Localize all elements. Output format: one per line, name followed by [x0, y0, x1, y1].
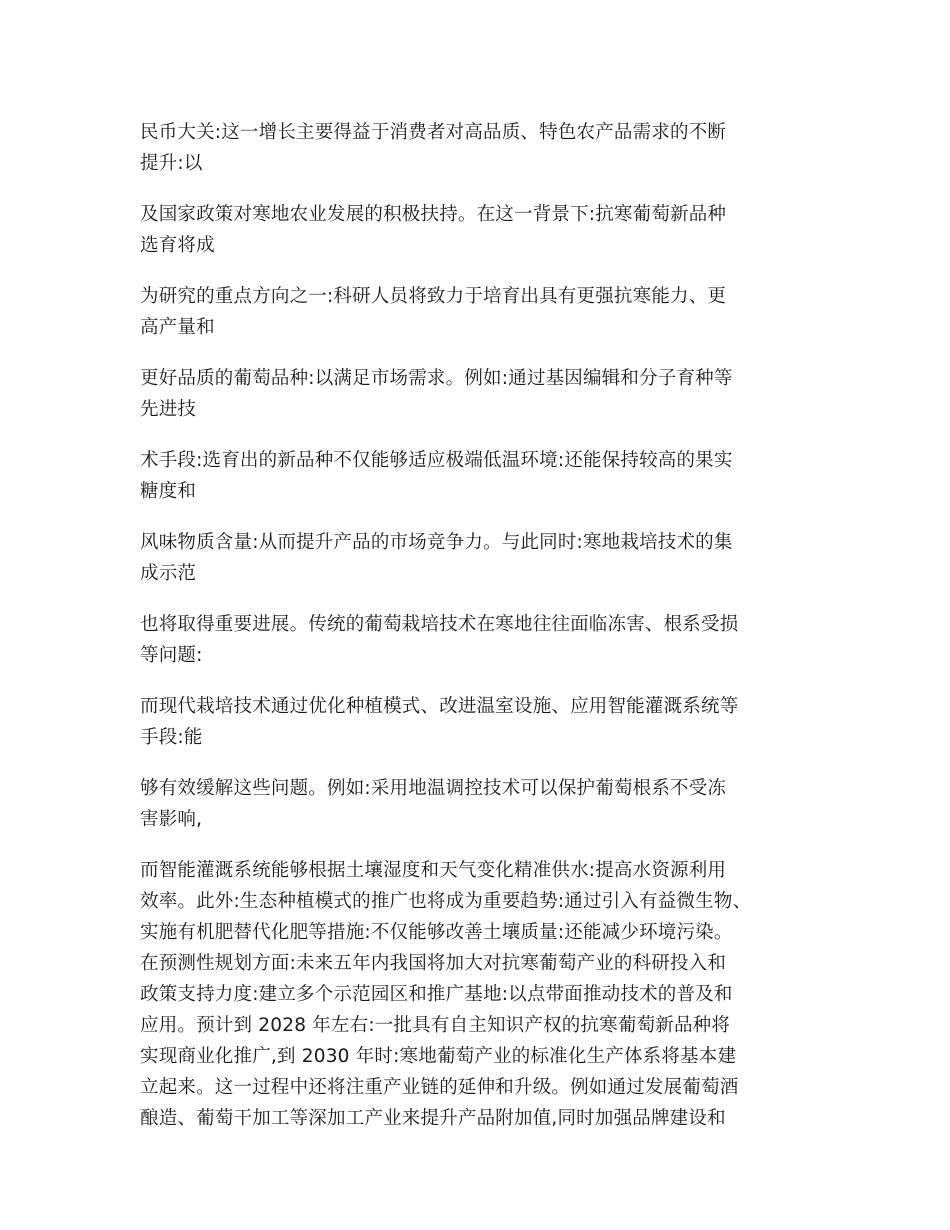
document-body	[140, 117, 820, 1134]
paragraph	[140, 281, 820, 343]
paragraph	[140, 773, 820, 835]
text-line: 而智能灌溉系统能够根据土壤湿度和天气变化精准供水:提高水资源利用	[140, 860, 727, 881]
text-line: 选育将成	[140, 235, 215, 256]
text-line: 应用。预计到 2028 年左右:一批具有自主知识产权的抗寒葡萄新品种将	[140, 1015, 731, 1036]
text-line: 实现商业化推广,到 2030 年时:寒地葡萄产业的标准化生产体系将基本建	[140, 1046, 737, 1067]
paragraph	[140, 609, 820, 671]
text-line: 酿造、葡萄干加工等深加工产业来提升产品附加值,同时加强品牌建设和	[140, 1108, 726, 1129]
text-line: 立起来。这一过程中还将注重产业链的延伸和升级。例如通过发展葡萄酒	[140, 1077, 739, 1098]
text-line: 手段:能	[140, 727, 203, 748]
text-line: 效率。此外:生态种植模式的推广也将成为重要趋势:通过引入有益微生物、	[140, 891, 752, 912]
text-line: 及国家政策对寒地农业发展的积极扶持。在这一背景下:抗寒葡萄新品种	[140, 204, 727, 225]
text-line: 实施有机肥替代化肥等措施:不仅能够改善土壤质量:还能减少环境污染。	[140, 922, 733, 943]
text-line: 而现代栽培技术通过优化种植模式、改进温室设施、应用智能灌溉系统等	[140, 696, 739, 717]
text-line: 成示范	[140, 563, 197, 584]
text-line: 先进技	[140, 399, 197, 420]
text-line: 高产量和	[140, 317, 215, 338]
text-line: 糖度和	[140, 481, 197, 502]
text-line: 为研究的重点方向之一:科研人员将致力于培育出具有更强抗寒能力、更	[140, 286, 727, 307]
text-line: 政策支持力度:建立多个示范园区和推广基地:以点带面推动技术的普及和	[140, 984, 733, 1005]
paragraph	[140, 855, 820, 1134]
paragraph	[140, 117, 820, 179]
paragraph	[140, 199, 820, 261]
text-line: 害影响,	[140, 809, 203, 830]
text-line: 提升:以	[140, 153, 203, 174]
paragraph	[140, 527, 820, 589]
paragraph	[140, 445, 820, 507]
text-line: 够有效缓解这些问题。例如:采用地温调控技术可以保护葡萄根系不受冻	[140, 778, 727, 799]
text-line: 更好品质的葡萄品种:以满足市场需求。例如:通过基因编辑和分子育种等	[140, 368, 733, 389]
text-line: 等问题:	[140, 645, 203, 666]
text-line: 风味物质含量:从而提升产品的市场竞争力。与此同时:寒地栽培技术的集	[140, 532, 733, 553]
text-line: 也将取得重要进展。传统的葡萄栽培技术在寒地往往面临冻害、根系受损	[140, 614, 739, 635]
text-line: 民币大关:这一增长主要得益于消费者对高品质、特色农产品需求的不断	[140, 122, 727, 143]
text-line: 术手段:选育出的新品种不仅能够适应极端低温环境:还能保持较高的果实	[140, 450, 733, 471]
text-line: 在预测性规划方面:未来五年内我国将加大对抗寒葡萄产业的科研投入和	[140, 953, 727, 974]
paragraph	[140, 691, 820, 753]
paragraph	[140, 363, 820, 425]
